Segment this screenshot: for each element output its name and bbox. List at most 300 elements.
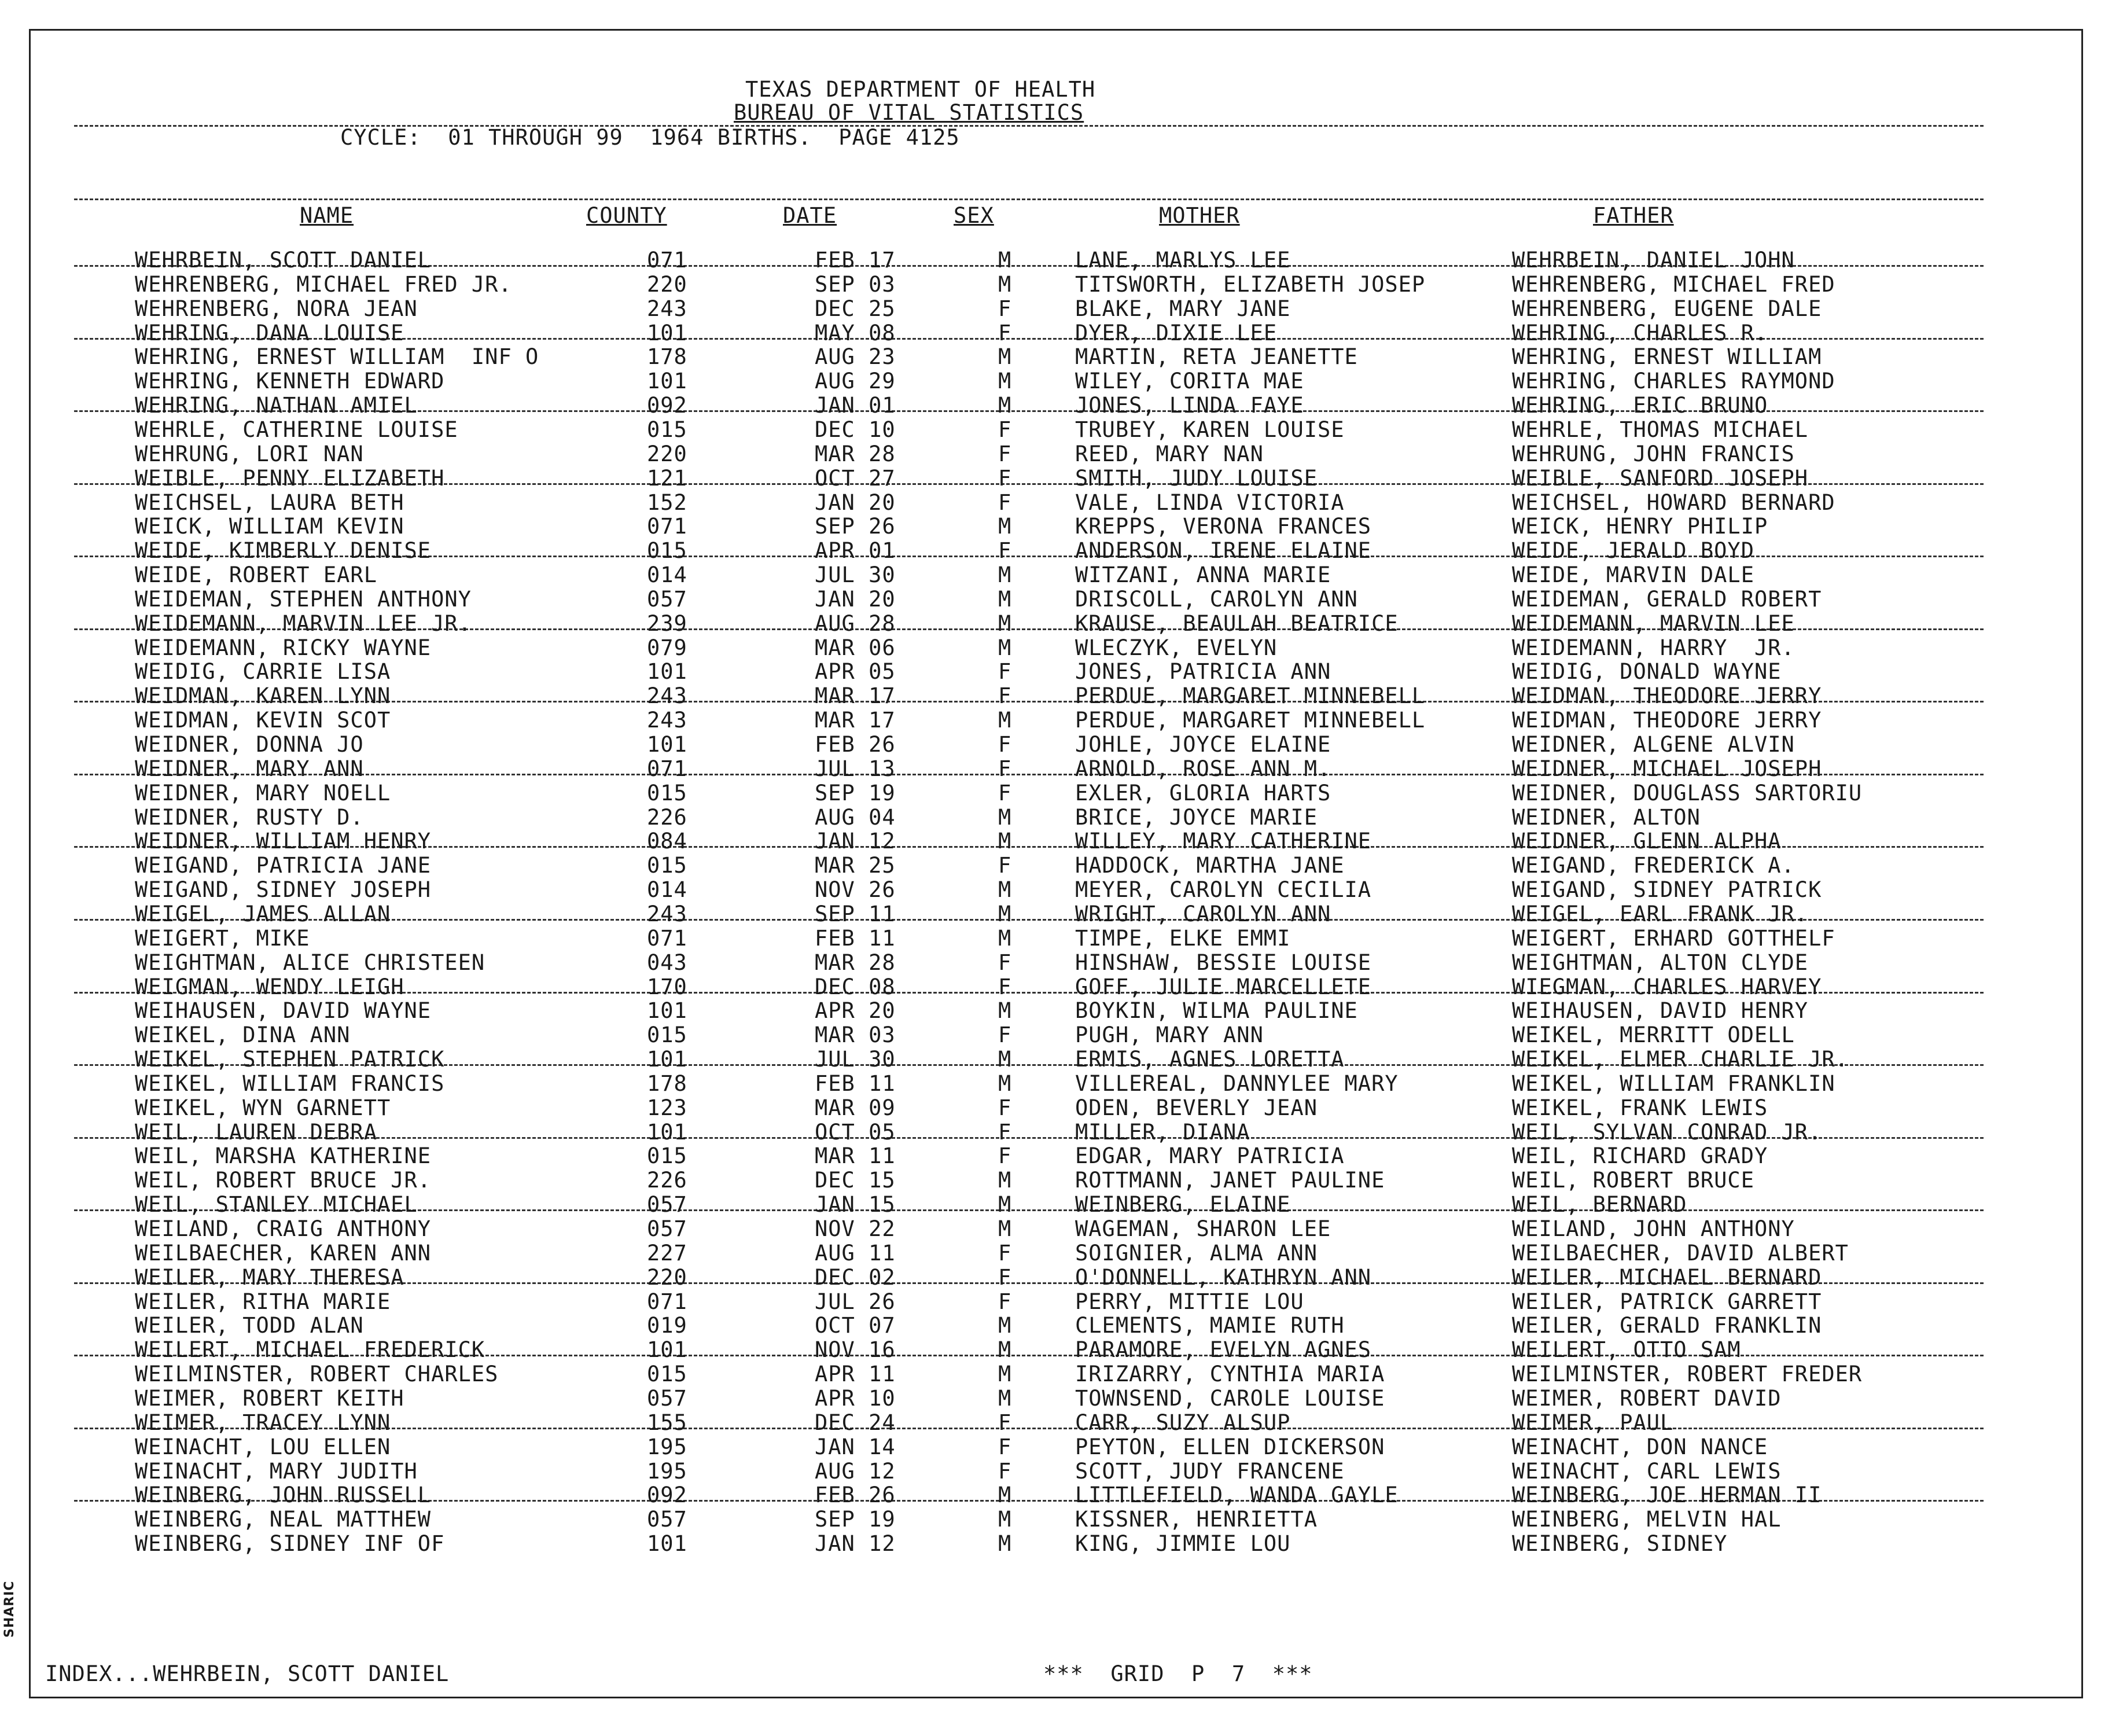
record-mother: PUGH, MARY ANN — [1075, 1023, 1264, 1048]
record-father: WEIDEMAN, GERALD ROBERT — [1512, 586, 1822, 612]
record-row — [31, 1483, 2085, 1506]
record-date: AUG 29 — [815, 369, 896, 394]
record-mother: DRISCOLL, CAROLYN ANN — [1075, 586, 1358, 612]
record-county: 057 — [647, 1192, 687, 1218]
record-date: JAN 20 — [815, 586, 896, 612]
record-county: 071 — [647, 756, 687, 781]
record-mother: CLEMENTS, MAMIE RUTH — [1075, 1313, 1345, 1338]
record-county: 220 — [647, 271, 687, 297]
record-row — [31, 1095, 2085, 1119]
record-sex: M — [998, 635, 1012, 660]
record-father: WEIDNER, ALTON — [1512, 804, 1701, 830]
record-county: 101 — [647, 1047, 687, 1072]
record-sex: M — [998, 998, 1012, 1024]
record-county: 101 — [647, 1531, 687, 1557]
record-sex: M — [998, 369, 1012, 394]
record-sex: F — [998, 465, 1012, 491]
record-row — [31, 611, 2085, 634]
record-sex: F — [998, 1458, 1012, 1484]
record-date: JUL 30 — [815, 1047, 896, 1072]
record-sex: F — [998, 538, 1012, 564]
record-date: MAR 09 — [815, 1095, 896, 1120]
record-father: WEIHAUSEN, DAVID HENRY — [1512, 998, 1809, 1024]
record-name: WEIDMAN, KEVIN SCOT — [135, 708, 391, 733]
record-row — [31, 587, 2085, 610]
record-date: APR 11 — [815, 1362, 896, 1387]
record-sex: F — [998, 950, 1012, 975]
record-row — [31, 1410, 2085, 1433]
record-row — [31, 635, 2085, 659]
record-father: WEHRING, ERIC BRUNO — [1512, 393, 1768, 418]
column-header-name: NAME — [300, 203, 354, 228]
record-date: DEC 10 — [815, 417, 896, 442]
record-name: WEINBERG, SIDNEY INF OF — [135, 1531, 445, 1557]
record-county: 015 — [647, 417, 687, 442]
record-father: WEINBERG, MELVIN HAL — [1512, 1507, 1782, 1532]
record-sex: F — [998, 1410, 1012, 1435]
record-mother: PEYTON, ELLEN DICKERSON — [1075, 1434, 1385, 1459]
record-father: WEIMER, PAUL — [1512, 1410, 1674, 1435]
record-name: WEIGEL, JAMES ALLAN — [135, 901, 391, 926]
record-name: WEILER, TODD ALAN — [135, 1313, 364, 1338]
record-sex: F — [998, 1143, 1012, 1169]
column-header-mother: MOTHER — [1159, 203, 1240, 228]
record-county: 079 — [647, 635, 687, 660]
record-date: OCT 05 — [815, 1119, 896, 1145]
record-father: WEILERT, OTTO SAM — [1512, 1337, 1741, 1363]
record-row — [31, 805, 2085, 828]
record-father: WEILER, MICHAEL BERNARD — [1512, 1264, 1822, 1290]
record-date: SEP 19 — [815, 780, 896, 806]
record-county: 152 — [647, 490, 687, 515]
record-row — [31, 296, 2085, 319]
record-county: 014 — [647, 877, 687, 903]
record-mother: IRIZARRY, CYNTHIA MARIA — [1075, 1362, 1385, 1387]
record-date: MAR 25 — [815, 853, 896, 878]
record-date: AUG 04 — [815, 804, 896, 830]
record-mother: REED, MARY NAN — [1075, 441, 1264, 466]
record-mother: WILLEY, MARY CATHERINE — [1075, 829, 1372, 854]
record-mother: DYER, DIXIE LEE — [1075, 320, 1278, 345]
record-row — [31, 417, 2085, 440]
header-divider-2 — [74, 198, 1984, 200]
record-mother: WLECZYK, EVELYN — [1075, 635, 1278, 660]
record-father: WEIDEMANN, HARRY JR. — [1512, 635, 1795, 660]
record-mother: KING, JIMMIE LOU — [1075, 1531, 1291, 1557]
column-header-county: COUNTY — [586, 203, 667, 228]
record-county: 243 — [647, 708, 687, 733]
record-date: FEB 11 — [815, 925, 896, 951]
record-county: 101 — [647, 659, 687, 685]
record-name: WEIDNER, MARY NOELL — [135, 780, 391, 806]
record-row — [31, 998, 2085, 1024]
record-name: WEIDNER, RUSTY D. — [135, 804, 364, 830]
record-date: JAN 14 — [815, 1434, 896, 1459]
record-row — [31, 442, 2085, 465]
record-name: WEINBERG, JOHN RUSSELL — [135, 1483, 432, 1508]
record-name: WEILMINSTER, ROBERT CHARLES — [135, 1362, 499, 1387]
record-date: FEB 11 — [815, 1071, 896, 1096]
record-mother: JONES, PATRICIA ANN — [1075, 659, 1331, 685]
record-row — [31, 321, 2085, 344]
record-name: WEHRENBERG, NORA JEAN — [135, 296, 418, 321]
record-county: 226 — [647, 804, 687, 830]
record-mother: EXLER, GLORIA HARTS — [1075, 780, 1331, 806]
record-row — [31, 248, 2085, 271]
record-row — [31, 1265, 2085, 1288]
record-date: NOV 26 — [815, 877, 896, 903]
record-mother: MARTIN, RETA JEANETTE — [1075, 344, 1358, 370]
record-sex: F — [998, 1095, 1012, 1120]
record-county: 015 — [647, 853, 687, 878]
record-date: JUL 13 — [815, 756, 896, 781]
record-name: WEIDMAN, KAREN LYNN — [135, 683, 391, 709]
record-row — [31, 1386, 2085, 1409]
record-father: WEIDE, JERALD BOYD — [1512, 538, 1754, 564]
record-mother: SMITH, JUDY LOUISE — [1075, 465, 1318, 491]
column-header-sex: SEX — [954, 203, 994, 228]
record-name: WEIDE, ROBERT EARL — [135, 562, 377, 588]
record-name: WEHRUNG, LORI NAN — [135, 441, 364, 466]
record-sex: M — [998, 1313, 1012, 1338]
record-name: WEIHAUSEN, DAVID WAYNE — [135, 998, 432, 1024]
record-mother: ERMIS, AGNES LORETTA — [1075, 1047, 1345, 1072]
record-row — [31, 1507, 2085, 1530]
record-date: JAN 20 — [815, 490, 896, 515]
record-father: WEIKEL, ELMER CHARLIE JR. — [1512, 1047, 1849, 1072]
record-name: WEHRLE, CATHERINE LOUISE — [135, 417, 458, 442]
record-county: 178 — [647, 344, 687, 370]
record-mother: O'DONNELL, KATHRYN ANN — [1075, 1264, 1372, 1290]
record-name: WEIL, ROBERT BRUCE JR. — [135, 1168, 432, 1193]
record-sex: F — [998, 1434, 1012, 1459]
grid-footer: *** GRID P 7 *** — [1043, 1661, 1313, 1686]
record-row — [31, 659, 2085, 685]
record-row — [31, 272, 2085, 295]
record-father: WEIDNER, ALGENE ALVIN — [1512, 732, 1795, 757]
record-sex: M — [998, 829, 1012, 854]
record-row — [31, 926, 2085, 949]
record-mother: BOYKIN, WILMA PAULINE — [1075, 998, 1358, 1024]
record-date: APR 20 — [815, 998, 896, 1024]
record-mother: WAGEMAN, SHARON LEE — [1075, 1216, 1331, 1241]
record-mother: LANE, MARLYS LEE — [1075, 248, 1291, 273]
record-mother: BRICE, JOYCE MARIE — [1075, 804, 1318, 830]
record-father: WEHRLE, THOMAS MICHAEL — [1512, 417, 1809, 442]
record-name: WEINACHT, LOU ELLEN — [135, 1434, 391, 1459]
record-father: WEINBERG, SIDNEY — [1512, 1531, 1728, 1557]
record-row — [31, 1120, 2085, 1143]
record-sex: M — [998, 804, 1012, 830]
record-father: WEIDEMANN, MARVIN LEE — [1512, 610, 1795, 636]
bureau-title: BUREAU OF VITAL STATISTICS — [734, 100, 1084, 125]
record-date: MAR 28 — [815, 441, 896, 466]
record-father: WEIMER, ROBERT DAVID — [1512, 1385, 1782, 1411]
record-row — [31, 1192, 2085, 1218]
record-county: 015 — [647, 1143, 687, 1169]
record-mother: KREPPS, VERONA FRANCES — [1075, 514, 1372, 539]
record-father: WEINBERG, JOE HERMAN II — [1512, 1483, 1822, 1508]
record-row — [31, 1531, 2085, 1557]
record-county: 057 — [647, 586, 687, 612]
record-county: 057 — [647, 1385, 687, 1411]
record-sex: F — [998, 1119, 1012, 1145]
record-date: MAY 08 — [815, 320, 896, 345]
record-date: DEC 08 — [815, 974, 896, 999]
record-sex: M — [998, 344, 1012, 370]
record-name: WEINACHT, MARY JUDITH — [135, 1458, 418, 1484]
record-father: WEIDNER, GLENN ALPHA — [1512, 829, 1782, 854]
record-date: MAR 17 — [815, 683, 896, 709]
record-father: WEINACHT, CARL LEWIS — [1512, 1458, 1782, 1484]
record-sex: F — [998, 441, 1012, 466]
index-footer: INDEX...WEHRBEIN, SCOTT DANIEL — [45, 1661, 450, 1686]
record-sex: M — [998, 1385, 1012, 1411]
record-county: 220 — [647, 1264, 687, 1290]
record-county: 015 — [647, 538, 687, 564]
record-sex: F — [998, 1023, 1012, 1048]
record-name: WEILER, RITHA MARIE — [135, 1289, 391, 1314]
record-row — [31, 369, 2085, 392]
record-row — [31, 829, 2085, 852]
record-date: JAN 12 — [815, 1531, 896, 1557]
record-county: 014 — [647, 562, 687, 588]
record-row — [31, 538, 2085, 564]
record-mother: HADDOCK, MARTHA JANE — [1075, 853, 1345, 878]
record-date: FEB 17 — [815, 248, 896, 273]
record-date: SEP 03 — [815, 271, 896, 297]
record-father: WEILER, PATRICK GARRETT — [1512, 1289, 1822, 1314]
record-county: 101 — [647, 1119, 687, 1145]
record-county: 015 — [647, 1362, 687, 1387]
record-name: WEIL, MARSHA KATHERINE — [135, 1143, 432, 1169]
record-row — [31, 708, 2085, 731]
record-father: WEINACHT, DON NANCE — [1512, 1434, 1768, 1459]
record-county: 227 — [647, 1240, 687, 1266]
record-date: SEP 19 — [815, 1507, 896, 1532]
record-sex: M — [998, 248, 1012, 273]
record-name: WEILERT, MICHAEL FREDERICK — [135, 1337, 485, 1363]
record-mother: KISSNER, HENRIETTA — [1075, 1507, 1318, 1532]
record-father: WEILBAECHER, DAVID ALBERT — [1512, 1240, 1849, 1266]
record-sex: M — [998, 1337, 1012, 1363]
record-date: FEB 26 — [815, 1483, 896, 1508]
record-name: WEHRBEIN, SCOTT DANIEL — [135, 248, 432, 273]
record-county: 155 — [647, 1410, 687, 1435]
record-sex: F — [998, 853, 1012, 878]
record-father: WEIKEL, WILLIAM FRANKLIN — [1512, 1071, 1835, 1096]
record-name: WEIDIG, CARRIE LISA — [135, 659, 391, 685]
record-father: WEIDIG, DONALD WAYNE — [1512, 659, 1782, 685]
record-sex: M — [998, 393, 1012, 418]
record-name: WEILER, MARY THERESA — [135, 1264, 404, 1290]
record-date: SEP 26 — [815, 514, 896, 539]
record-county: 057 — [647, 1507, 687, 1532]
record-date: AUG 28 — [815, 610, 896, 636]
record-name: WEIDNER, DONNA JO — [135, 732, 364, 757]
record-mother: WILEY, CORITA MAE — [1075, 369, 1304, 394]
record-name: WEIDEMANN, RICKY WAYNE — [135, 635, 432, 660]
record-father: WEIDNER, DOUGLASS SARTORIU — [1512, 780, 1863, 806]
record-father: WEIGEL, EARL FRANK JR. — [1512, 901, 1809, 926]
record-date: AUG 11 — [815, 1240, 896, 1266]
record-mother: CARR, SUZY ALSUP — [1075, 1410, 1291, 1435]
record-mother: WRIGHT, CAROLYN ANN — [1075, 901, 1331, 926]
record-county: 195 — [647, 1458, 687, 1484]
record-row — [31, 1168, 2085, 1191]
record-name: WEIKEL, DINA ANN — [135, 1023, 351, 1048]
record-mother: WITZANI, ANNA MARIE — [1075, 562, 1331, 588]
record-row — [31, 1313, 2085, 1336]
record-date: APR 10 — [815, 1385, 896, 1411]
record-county: 178 — [647, 1071, 687, 1096]
record-father: WEICHSEL, HOWARD BERNARD — [1512, 490, 1835, 515]
record-row — [31, 393, 2085, 416]
record-sex: M — [998, 586, 1012, 612]
record-row — [31, 344, 2085, 370]
record-date: FEB 26 — [815, 732, 896, 757]
record-county: 092 — [647, 393, 687, 418]
record-row — [31, 902, 2085, 925]
record-father: WEIKEL, MERRITT ODELL — [1512, 1023, 1795, 1048]
record-row — [31, 1362, 2085, 1385]
cycle-line: CYCLE: 01 THROUGH 99 1964 BIRTHS. PAGE 4125 — [340, 125, 960, 150]
record-sex: M — [998, 610, 1012, 636]
record-date: AUG 12 — [815, 1458, 896, 1484]
record-sex: M — [998, 271, 1012, 297]
record-sex: F — [998, 974, 1012, 999]
record-mother: LITTLEFIELD, WANDA GAYLE — [1075, 1483, 1399, 1508]
record-mother: VILLEREAL, DANNYLEE MARY — [1075, 1071, 1399, 1096]
record-name: WEIKEL, STEPHEN PATRICK — [135, 1047, 445, 1072]
side-label: SHARIC — [2, 1580, 17, 1638]
record-row — [31, 1143, 2085, 1167]
record-date: DEC 25 — [815, 296, 896, 321]
record-sex: M — [998, 1047, 1012, 1072]
record-name: WEILBAECHER, KAREN ANN — [135, 1240, 432, 1266]
record-mother: JOHLE, JOYCE ELAINE — [1075, 732, 1331, 757]
record-father: WEHRENBERG, MICHAEL FRED — [1512, 271, 1835, 297]
record-date: NOV 22 — [815, 1216, 896, 1241]
record-county: 170 — [647, 974, 687, 999]
record-name: WEIDE, KIMBERLY DENISE — [135, 538, 432, 564]
record-county: 043 — [647, 950, 687, 975]
record-father: WEHRING, CHARLES R. — [1512, 320, 1768, 345]
record-row — [31, 683, 2085, 707]
record-name: WEIGAND, PATRICIA JANE — [135, 853, 432, 878]
record-mother: MEYER, CAROLYN CECILIA — [1075, 877, 1372, 903]
record-mother: TRUBEY, KAREN LOUISE — [1075, 417, 1345, 442]
record-date: MAR 06 — [815, 635, 896, 660]
record-mother: BLAKE, MARY JANE — [1075, 296, 1291, 321]
record-date: MAR 03 — [815, 1023, 896, 1048]
record-sex: F — [998, 659, 1012, 685]
record-mother: VALE, LINDA VICTORIA — [1075, 490, 1345, 515]
record-sex: F — [998, 756, 1012, 781]
record-date: MAR 17 — [815, 708, 896, 733]
record-father: WEIL, RICHARD GRADY — [1512, 1143, 1768, 1169]
record-mother: SCOTT, JUDY FRANCENE — [1075, 1458, 1345, 1484]
record-row — [31, 974, 2085, 998]
record-row — [31, 853, 2085, 876]
record-name: WEIKEL, WYN GARNETT — [135, 1095, 391, 1120]
record-mother: JONES, LINDA FAYE — [1075, 393, 1304, 418]
record-sex: F — [998, 732, 1012, 757]
record-row — [31, 1289, 2085, 1312]
record-row — [31, 466, 2085, 489]
record-date: JUL 26 — [815, 1289, 896, 1314]
record-sex: M — [998, 1192, 1012, 1218]
record-name: WEIGMAN, WENDY LEIGH — [135, 974, 404, 999]
record-sex: M — [998, 562, 1012, 588]
record-county: 239 — [647, 610, 687, 636]
record-mother: TIMPE, ELKE EMMI — [1075, 925, 1291, 951]
record-father: WEILMINSTER, ROBERT FREDER — [1512, 1362, 1863, 1387]
record-mother: ROTTMANN, JANET PAULINE — [1075, 1168, 1385, 1193]
record-name: WEIDEMANN, MARVIN LEE JR. — [135, 610, 472, 636]
record-name: WEIDNER, WILLIAM HENRY — [135, 829, 432, 854]
record-name: WEIGERT, MIKE — [135, 925, 310, 951]
record-name: WEIBLE, PENNY ELIZABETH — [135, 465, 445, 491]
record-date: SEP 11 — [815, 901, 896, 926]
record-sex: F — [998, 780, 1012, 806]
record-row — [31, 1071, 2085, 1094]
record-county: 123 — [647, 1095, 687, 1120]
record-mother: TOWNSEND, CAROLE LOUISE — [1075, 1385, 1385, 1411]
record-father: WEIGERT, ERHARD GOTTHELF — [1512, 925, 1835, 951]
record-mother: HINSHAW, BESSIE LOUISE — [1075, 950, 1372, 975]
record-date: OCT 07 — [815, 1313, 896, 1338]
column-header-date: DATE — [783, 203, 837, 228]
record-row — [31, 562, 2085, 586]
record-sex: F — [998, 320, 1012, 345]
record-row — [31, 950, 2085, 973]
record-row — [31, 1459, 2085, 1482]
record-sex: M — [998, 514, 1012, 539]
record-name: WEIGHTMAN, ALICE CHRISTEEN — [135, 950, 485, 975]
record-sex: F — [998, 490, 1012, 515]
record-county: 121 — [647, 465, 687, 491]
record-row — [31, 1337, 2085, 1363]
record-name: WEHRING, DANA LOUISE — [135, 320, 404, 345]
record-county: 019 — [647, 1313, 687, 1338]
record-name: WEIDNER, MARY ANN — [135, 756, 364, 781]
record-sex: M — [998, 708, 1012, 733]
record-mother: MILLER, DIANA — [1075, 1119, 1250, 1145]
record-father: WEHRING, ERNEST WILLIAM — [1512, 344, 1822, 370]
record-father: WEIL, ROBERT BRUCE — [1512, 1168, 1754, 1193]
record-county: 101 — [647, 1337, 687, 1363]
record-date: DEC 24 — [815, 1410, 896, 1435]
record-father: WEILAND, JOHN ANTHONY — [1512, 1216, 1795, 1241]
record-county: 015 — [647, 1023, 687, 1048]
record-date: OCT 27 — [815, 465, 896, 491]
record-sex: M — [998, 1071, 1012, 1096]
record-name: WEHRING, NATHAN AMIEL — [135, 393, 418, 418]
record-mother: TITSWORTH, ELIZABETH JOSEP — [1075, 271, 1426, 297]
record-name: WEILAND, CRAIG ANTHONY — [135, 1216, 432, 1241]
record-name: WEIKEL, WILLIAM FRANCIS — [135, 1071, 445, 1096]
record-sex: M — [998, 1168, 1012, 1193]
record-father: WEICK, HENRY PHILIP — [1512, 514, 1768, 539]
record-mother: PARAMORE, EVELYN AGNES — [1075, 1337, 1372, 1363]
record-date: JAN 15 — [815, 1192, 896, 1218]
record-county: 071 — [647, 925, 687, 951]
column-header-father: FATHER — [1593, 203, 1674, 228]
record-sex: M — [998, 1531, 1012, 1557]
record-row — [31, 877, 2085, 903]
record-date: JAN 12 — [815, 829, 896, 854]
